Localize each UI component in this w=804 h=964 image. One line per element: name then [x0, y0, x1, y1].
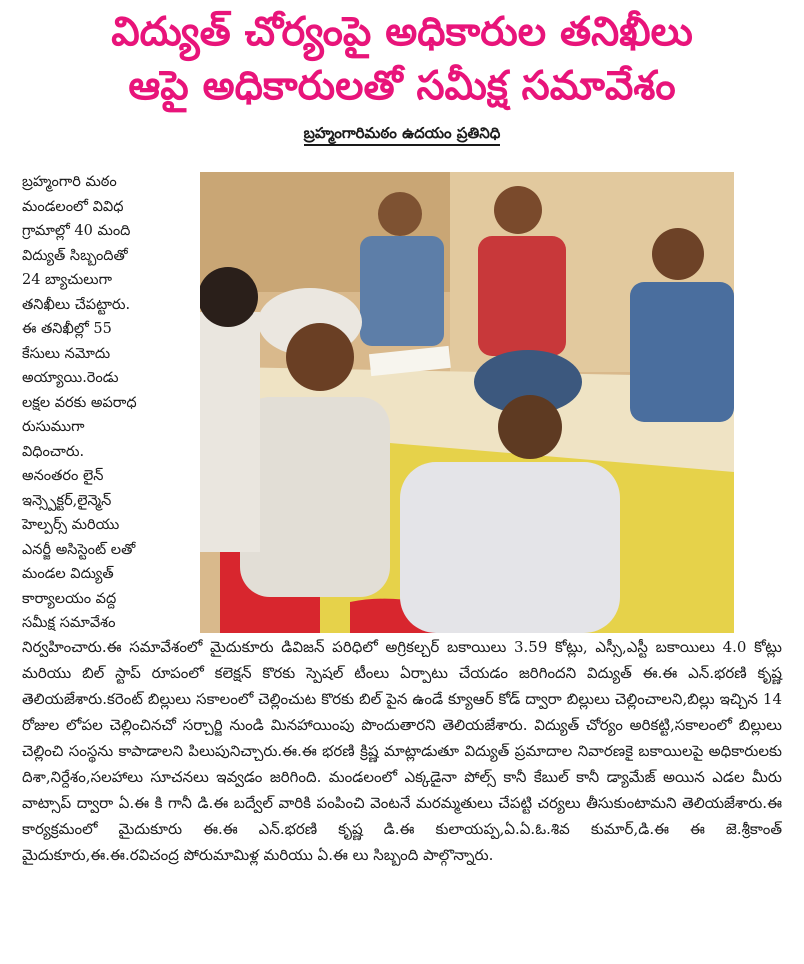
- byline: [0, 124, 804, 146]
- headline-line-1: విద్యుత్ చోర్యంపై అధికారుల తనిఖీలు: [111, 9, 693, 55]
- article-body-text: నిర్వహించారు.ఈ సమావేశంలో మైదుకూరు డివిజన్ పరిధిలో అగ్రికల్చర్ బకాయిలు 3.59 కోట్లు, ఎస్సీ,ఎస్టీ బకాయిలు 4.0 కోట్లు మరియు బిల్ స్టాప్ రూపంలో కలెక్షన్ కొరకు స్పెషల్ టీంలు ఏర్పాటు చేయడం జరిగిందని విద్యుత్ ఈ.ఈ ఎన్.భరణి కృష్ణ తెలియజేశారు.కరెంట్ బిల్లులు సకాలంలో చెల్లించుట కొరకు బిల్ పైన ఉండే క్యూఆర్ కోడ్ ద్వారా బిల్లులు చెల్లించాలని,బిల్లు ఇచ్చిన 14 రోజుల లోపల చెల్లించినచో సర్చార్జి నుండి మినహాయింపు పొందుతారని తెలియజేశారు. విద్యుత్ చోర్యం అరికట్టి,సకాలంలో బిల్లులు చెల్లించి సంస్థను కాపాడాలని పిలుపునిచ్చారు.ఈ.ఈ భరణి క్రిష్ణ మాట్లాడుతూ విద్యుత్ ప్రమాదాల నివారణకై బకాయిలపై అధికారులకు దిశా,నిర్దేశం,సలహాలు సూచనలు ఇవ్వడం జరిగింది. మండలంలో ఎక్కడైనా పోల్స్ కానీ కేబుల్ కానీ డ్యామేజ్ అయిన ఎడల మీరు వాట్సాప్ ద్వారా ఏ.ఈ కి గానీ డి.ఈ బద్వేల్ వారికి పంపించి వెంటనే మరమ్మతులు చేపట్టి చర్యలు తీసుకుంటామని తెలియజేశారు.ఈ కార్యక్రమంలో మైదుకూరు ఈ.ఈ ఎన్.భరణి కృష్ణ డి.ఈ కులాయప్ప,ఏ.ఏ.ఓ.శివ కుమార్,డి.ఈ ఈ జె.శ్రీకాంత్ మైదుకూరు,ఈ.ఈ.రవిచంద్ర పోరుమామిళ్ల మరియు ఏ.ఈ లు సిబ్బంది పాల్గొన్నారు.: [22, 638, 782, 864]
- headline-line-2: ఆపై అధికారులతో సమీక్ష సమావేశం: [128, 63, 676, 109]
- meeting-photo-illustration: [200, 172, 734, 633]
- meeting-photo: [200, 172, 734, 633]
- article-column-text: బ్రహ్మంగారి మఠం మండలంలో వివిధ గ్రామాల్లో 40 మంది విద్యుత్ సిబ్బందితో 24 బ్యాచులుగా తనిఖీలు చేపట్టారు. ఈ తనిఖీల్లో 55 కేసులు నమోదు అయ్యాయి.రెండు లక్షల వరకు అపరాధ రుసుముగా విధించారు. అనంతరం లైన్ ఇన్స్పెక్టర్,లైన్మెన్ హెల్పర్స్ మరియు ఎనర్జీ అసిస్టెంట్ లతో మండల విద్యుత్ కార్యాలయం వద్ద సమీక్ష సమావేశం: [22, 174, 137, 631]
- byline-text: బ్రహ్మంగారిమఠం ఉదయం ప్రతినిధి: [304, 124, 501, 146]
